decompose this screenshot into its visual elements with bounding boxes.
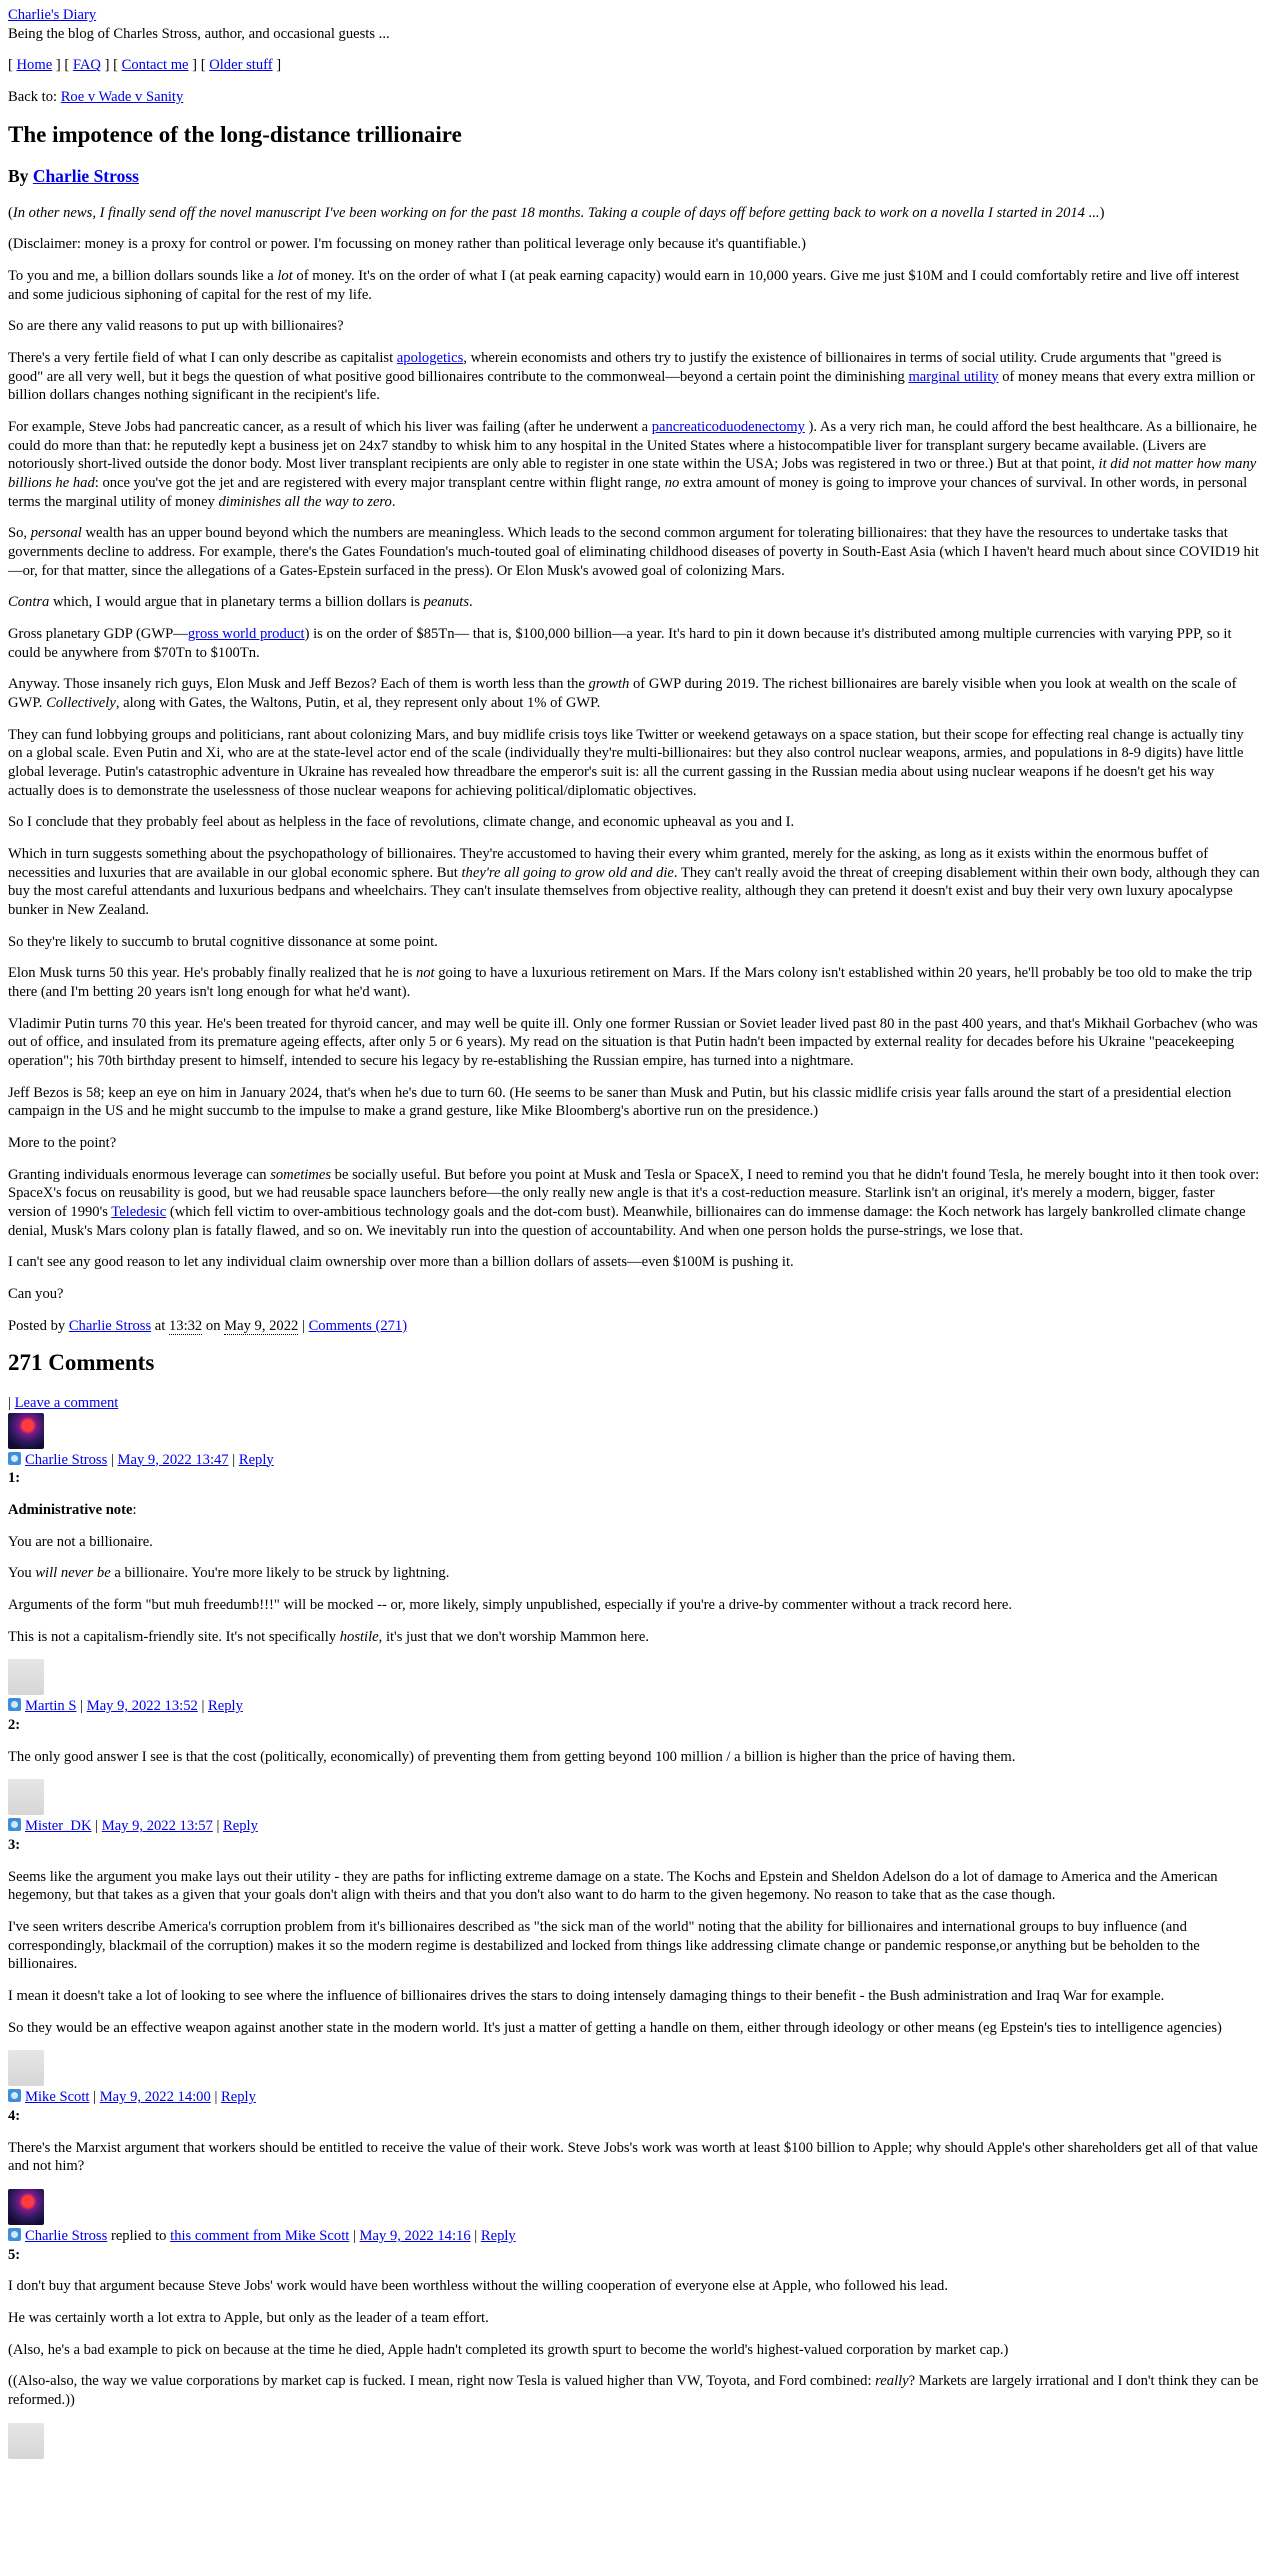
post-paragraph: Gross planetary GDP (GWP—gross world product) is on the order of $85Tn— that is, $100,000 billion—a year. It's hard to pin it down because it's distributed among multiple currencies with varying PPP, so it could be anywhere from $70Tn to $100Tn. <box>8 625 1232 661</box>
site-header <box>8 6 1260 43</box>
comment-author-link[interactable]: Mister_DK <box>25 1818 92 1835</box>
back-to-link[interactable]: Roe v Wade v Sanity <box>60 89 184 106</box>
post-paragraph: Vladimir Putin turns 70 this year. He's been treated for thyroid cancer, and may well be quite ill. Only one former Russian or Soviet leader lived past 80 in the past 400 years, and that's Mikhail Gorbachev (who was out of office, and insulated from its premature ageing effects, after only 5 or 6 years). My read on the situation is that Putin hadn't been impacted by external reality for decades before his Ukraine "peacekeeping operation"; his 70th birthday present to himself, intended to secure his legacy by re-establishing the Russian empire, has turned into a nightmare. <box>8 1015 1258 1070</box>
comment-text: The only good answer I see is that the cost (politically, economically) of preventing them from getting beyond 100 million / a billion is higher than the price of having them. <box>8 1748 1016 1765</box>
comment-number: 2: <box>8 1716 21 1733</box>
openid-icon <box>8 1452 21 1465</box>
post-paragraph: Which in turn suggests something about the psychopathology of billionaires. They're accustomed to having their every whim granted, merely for the asking, as long as it exists within the enormous buffet of necessities and luxuries that are available in our global economic sphere. But they're all going to grow old and die. They can't really avoid the threat of creeping disablement within their own body, although they can buy the most careful attendants and luxurious bedpans and wheelchairs. They can't insulate themselves from objective reality, although they can pretend it doesn't exist and buy their very own luxury apocalypse bunker in New Zealand. <box>8 845 1260 918</box>
openid-icon <box>8 1818 21 1831</box>
comment-reply-link[interactable]: Reply <box>208 1698 243 1715</box>
comment-text: He was certainly worth a lot extra to Apple, but only as the leader of a team effort. <box>8 2310 489 2326</box>
comment-text: Administrative note: <box>8 1501 137 1518</box>
post-intro: (In other news, I finally send off the novel manuscript I've been working on for the past 18 months. Taking a couple of days off before getting back to work on a novella I started in 2014 ...) <box>8 204 1105 221</box>
comment <box>8 2189 1260 2410</box>
comment-reply-link[interactable]: Reply <box>223 1818 258 1835</box>
comment-date-link[interactable]: May 9, 2022 13:57 <box>101 1818 213 1835</box>
avatar <box>8 2423 44 2459</box>
comments-count-link[interactable]: Comments (271) <box>308 1317 408 1334</box>
post-paragraph: More to the point? <box>8 1135 117 1152</box>
post-paragraph: (Disclaimer: money is a proxy for control or power. I'm focussing on money rather than political leverage only because it's quantifiable.) <box>8 236 806 253</box>
comment <box>8 1779 1260 2037</box>
comment-reply-link[interactable]: Reply <box>480 2227 516 2244</box>
post-paragraph: So they're likely to succumb to brutal cognitive dissonance at some point. <box>8 933 438 950</box>
nav-contact-link[interactable]: Contact me <box>121 57 189 74</box>
post-paragraph: They can fund lobbying groups and politicians, rant about colonizing Mars, and buy midlife crisis toys like Twitter or weekend getaways on a space station, but their scope for effecting real change is actually tiny on a global scale. Even Putin and Xi, who are at the state-level actor end of the scale (individually they're multi-billionaires: but they also control nuclear weapons, armies, and populations in 8-9 digits) have little global leverage. Putin's catastrophic adventure in Ukraine has revealed how threadbare the emperor's suit is: all the current gassing in the Russian media about using nuclear weapons if he doesn't get his way actually does is to demonstrate the uselessness of those nuclear weapons for achieving political/diplomatic objectives. <box>8 726 1244 799</box>
comment-text: This is not a capitalism-friendly site. It's not specifically hostile, it's just that we don't worship Mammon here. <box>8 1628 650 1645</box>
post-footer: Posted by Charlie Stross at 13:32 on May 9, 2022 | Comments (271) <box>8 1317 408 1334</box>
comment-text: Seems like the argument you make lays out their utility - they are paths for inflicting extreme damage on a state. The Kochs and Epstein and Sheldon Adelson do a lot of damage to America and the American hegemony, but that takes as a given that your goals don't align with theirs and that you don't also want to do harm to the given hegemony. No reason to take that as the case though. <box>8 1868 1218 1904</box>
comment-reply-link[interactable]: Reply <box>221 2089 256 2106</box>
avatar <box>8 2189 44 2225</box>
comment-number: 1: <box>8 1470 21 1487</box>
comment-date-link[interactable]: May 9, 2022 13:52 <box>86 1698 198 1715</box>
in-reply-to-link[interactable]: this comment from Mike Scott <box>170 2227 350 2244</box>
comment-text: I mean it doesn't take a lot of looking to see where the influence of billionaires drives the stars to doing intensely damaging things to their benefit - the Bush administration and Iraq War for example. <box>8 1987 1165 2004</box>
post-paragraph: Anyway. Those insanely rich guys, Elon Musk and Jeff Bezos? Each of them is worth less than the growth of GWP during 2019. The richest billionaires are barely visible when you look at wealth on the scale of GWP. Collectively, along with Gates, the Waltons, Putin, et al, they represent only about 1% of GWP. <box>8 676 1237 711</box>
byline-by: By <box>8 166 29 187</box>
avatar <box>8 1413 44 1449</box>
nav-home-link[interactable]: Home <box>16 57 53 74</box>
post-paragraph: Granting individuals enormous leverage can sometimes be socially useful. But before you point at Musk and Tesla or SpaceX, I need to remind you that he didn't found Tesla, he merely bought into it then took over: SpaceX's focus on reusability is good, but we had reusable space launchers before—the only really new angle is that it's a cost-reduction measure. Starlink isn't an original, it's merely a modern, bigger, faster version of 1990's Teledesic (which fell victim to over-ambitious technology goals and the dot-com bust). Meanwhile, billionaires can do immense damage: the Koch network has largely bankrolled climate change denial, Musk's Mars colony plan is fatally flawed, and so on. We inevitably run into the question of accountability. And when one person holds the purse-strings, we lose that. <box>8 1166 1260 1239</box>
comment <box>8 1413 1260 1647</box>
post-date: May 9, 2022 <box>224 1317 299 1334</box>
site-title-link[interactable]: Charlie's Diary <box>8 7 97 23</box>
avatar <box>8 1659 44 1695</box>
comment <box>8 2050 1260 2176</box>
comment-author-link[interactable]: Martin S <box>25 1698 77 1715</box>
post-paragraph: So, personal wealth has an upper bound beyond which the numbers are meaningless. Which leads to the second common argument for tolerating billionaires: that they have the resources to undertake tasks that governments decline to address. For example, there's the Gates Foundation's much-touted goal of eliminating childhood diseases of poverty in South-East Asia (which I haven't heard much about since COVID19 hit—or, for that matter, since the allegations of a Gates-Epstein surfaced in the press). Or Elon Musk's avowed goal of colonizing Mars. <box>8 525 1259 579</box>
post-paragraph: For example, Steve Jobs had pancreatic cancer, as a result of which his liver was failing (after he underwent a pancreaticoduodenectomy ). As a very rich man, he could afford the best healthcare. As a billionaire, he could do more than that: he reputedly kept a business jet on 24x7 standby to whisk him to any hospital in the United States where a histocompatible liver for transplant surgery became available. (Livers are notoriously short-lived outside the donor body. Most liver transplant recipients are only able to register in one state within the USA; Jobs was registered in two or three.) But at that point, it did not matter how many billions he had: once you've got the jet and are registered with every major transplant centre within flight range, no extra amount of money is going to improve your chances of survival. In other words, in personal terms the marginal utility of money diminishes all the way to zero. <box>8 418 1257 510</box>
post-paragraph: So I conclude that they probably feel about as helpless in the face of revolutions, climate change, and economic upheaval as you and I. <box>8 814 795 831</box>
openid-icon <box>8 2089 21 2102</box>
comment-date-link[interactable]: May 9, 2022 14:00 <box>99 2089 211 2106</box>
comment <box>8 1659 1260 1766</box>
comment-author-link[interactable]: Mike Scott <box>25 2089 90 2106</box>
comment-text: You will never be a billionaire. You're more likely to be struck by lightning. <box>8 1565 450 1582</box>
comment-meta: Martin S | May 9, 2022 13:52 | Reply <box>8 1697 1260 1716</box>
post-time: 13:32 <box>168 1317 203 1334</box>
post-footer-author-link[interactable]: Charlie Stross <box>68 1317 152 1334</box>
post-paragraph: To you and me, a billion dollars sounds like a lot of money. It's on the order of what I (at peak earning capacity) would earn in 10,000 years. Give me just $10M and I could comfortably retire and live off interest and some judicious siphoning of capital for the rest of my life. <box>8 267 1240 303</box>
openid-icon <box>8 2228 21 2241</box>
post-paragraph: Contra which, I would argue that in planetary terms a billion dollars is peanuts. <box>8 594 473 611</box>
back-to <box>8 88 1260 107</box>
post-intro-text: In other news, I finally send off the novel manuscript I've been working on for the past 18 months. Taking a couple of days off before getting back to work on a novella I started in 2014 ... <box>12 204 1100 221</box>
back-to-label: Back to: <box>8 89 58 106</box>
post-body <box>8 204 1260 1304</box>
avatar <box>8 2050 44 2086</box>
comment-text: You are not a billionaire. <box>8 1533 153 1550</box>
leave-comment-line: | Leave a comment <box>8 1394 119 1411</box>
teledesic-link[interactable]: Teledesic <box>111 1204 167 1221</box>
post-paragraph: There's a very fertile field of what I can only describe as capitalist apologetics, wherein economists and others try to justify the existence of billionaires in terms of social utility. Crude arguments that "greed is good" are all very well, but it begs the question of what positive good billionaires contribute to the commonweal—beyond a certain point the diminishing marginal utility of money means that every extra million or billion dollars changes nothing significant in the recipient's life. <box>8 349 1255 404</box>
post-paragraph: So are there any valid reasons to put up with billionaires? <box>8 318 344 335</box>
leave-comment-link[interactable]: Leave a comment <box>14 1394 119 1411</box>
comment-meta: Charlie Stross | May 9, 2022 13:47 | Reply <box>8 1451 1260 1470</box>
byline <box>8 165 1260 187</box>
comment-author-link[interactable]: Charlie Stross <box>25 2227 108 2244</box>
byline-author-link[interactable]: Charlie Stross <box>32 166 139 187</box>
comment-text: There's the Marxist argument that workers should be entitled to receive the value of their work. Steve Jobs's work was worth at least $100 billion to Apple; why should Apple's other shareholders get all of that value and not him? <box>8 2139 1258 2175</box>
comment-meta: Charlie Stross replied to this comment from Mike Scott | May 9, 2022 14:16 | Reply <box>8 2227 1260 2246</box>
comment-meta: Mister_DK | May 9, 2022 13:57 | Reply <box>8 1817 1260 1836</box>
avatar <box>8 1779 44 1815</box>
comment-meta: Mike Scott | May 9, 2022 14:00 | Reply <box>8 2088 1260 2107</box>
comment-text: I've seen writers describe America's corruption problem from it's billionaires described as "the sick man of the world" noting that the ability for billionaires and international groups to buy influence (and correspondingly, blackmail of the corruption) makes it so the modern regime is destabilized and locked from things like addressing climate change or pandemic response,or anything but be beholden to the billionaires. <box>8 1918 1200 1973</box>
comment-text: (Also, he's a bad example to pick on because at the time he died, Apple hadn't completed its growth spurt to become the world's highest-valued corporation by market cap.) <box>8 2341 1009 2358</box>
comment-text: I don't buy that argument because Steve Jobs' work would have been worthless without the willing cooperation of everyone else at Apple, who followed his lead. <box>8 2278 948 2295</box>
apologetics-link[interactable]: apologetics <box>396 349 464 366</box>
post-paragraph: Can you? <box>8 1286 64 1303</box>
site-tagline: Being the blog of Charles Stross, author, and occasional guests ... <box>8 25 390 42</box>
comment-reply-link[interactable]: Reply <box>238 1451 274 1468</box>
post-title: The impotence of the long-distance trillionaire <box>8 121 462 147</box>
comment-text: So they would be an effective weapon against another state in the modern world. It's just a matter of getting a handle on them, either through ideology or other means (eg Epstein's ties to intelligence agencies) <box>8 2019 1222 2036</box>
nav-older-link[interactable]: Older stuff <box>209 57 273 74</box>
openid-icon <box>8 1698 21 1711</box>
comments-heading: 271 Comments <box>8 1350 155 1376</box>
comment-date-link[interactable]: May 9, 2022 13:47 <box>117 1451 229 1468</box>
comment-number: 5: <box>8 2246 21 2263</box>
gross-world-product-link[interactable]: gross world product <box>187 625 305 642</box>
comment-date-link[interactable]: May 9, 2022 14:16 <box>359 2227 471 2244</box>
comment-number: 4: <box>8 2107 21 2124</box>
marginal-utility-link[interactable]: marginal utility <box>908 368 999 385</box>
post-paragraph: Elon Musk turns 50 this year. He's probably finally realized that he is not going to have a luxurious retirement on Mars. If the Mars colony isn't established within 20 years, he'll probably be too old to make the trip there (and I'm betting 20 years isn't long enough for what he'd want). <box>8 965 1253 1001</box>
post-paragraph: Jeff Bezos is 58; keep an eye on him in January 2024, that's when he's due to turn 60. (He seems to be saner than Musk and Putin, but his classic midlife crisis year falls around the start of a presidential election campaign in the US and he might succumb to the impulse to make a grand gesture, like Mike Bloomberg's abortive run on the presidence.) <box>8 1084 1232 1120</box>
post-paragraph: I can't see any good reason to let any individual claim ownership over more than a billion dollars of assets—even $100M is pushing it. <box>8 1254 794 1271</box>
comment-number: 3: <box>8 1836 21 1853</box>
comment-text: Arguments of the form "but muh freedumb!!!" will be mocked -- or, more likely, simply unpublished, especially if you're a drive-by commenter without a track record here. <box>8 1596 1013 1613</box>
top-nav: [ Home ] [ FAQ ] [ Contact me ] [ Older stuff ] <box>8 57 282 74</box>
nav-faq-link[interactable]: FAQ <box>72 57 101 74</box>
pancreaticoduodenectomy-link[interactable]: pancreaticoduodenectomy <box>651 418 805 435</box>
comment-text: ((Also-also, the way we value corporations by market cap is fucked. I mean, right now Tesla is valued higher than VW, Toyota, and Ford combined: really? Markets are largely irrational and I don't think they can be reformed.)) <box>8 2373 1259 2409</box>
comment-author-link[interactable]: Charlie Stross <box>25 1451 108 1468</box>
